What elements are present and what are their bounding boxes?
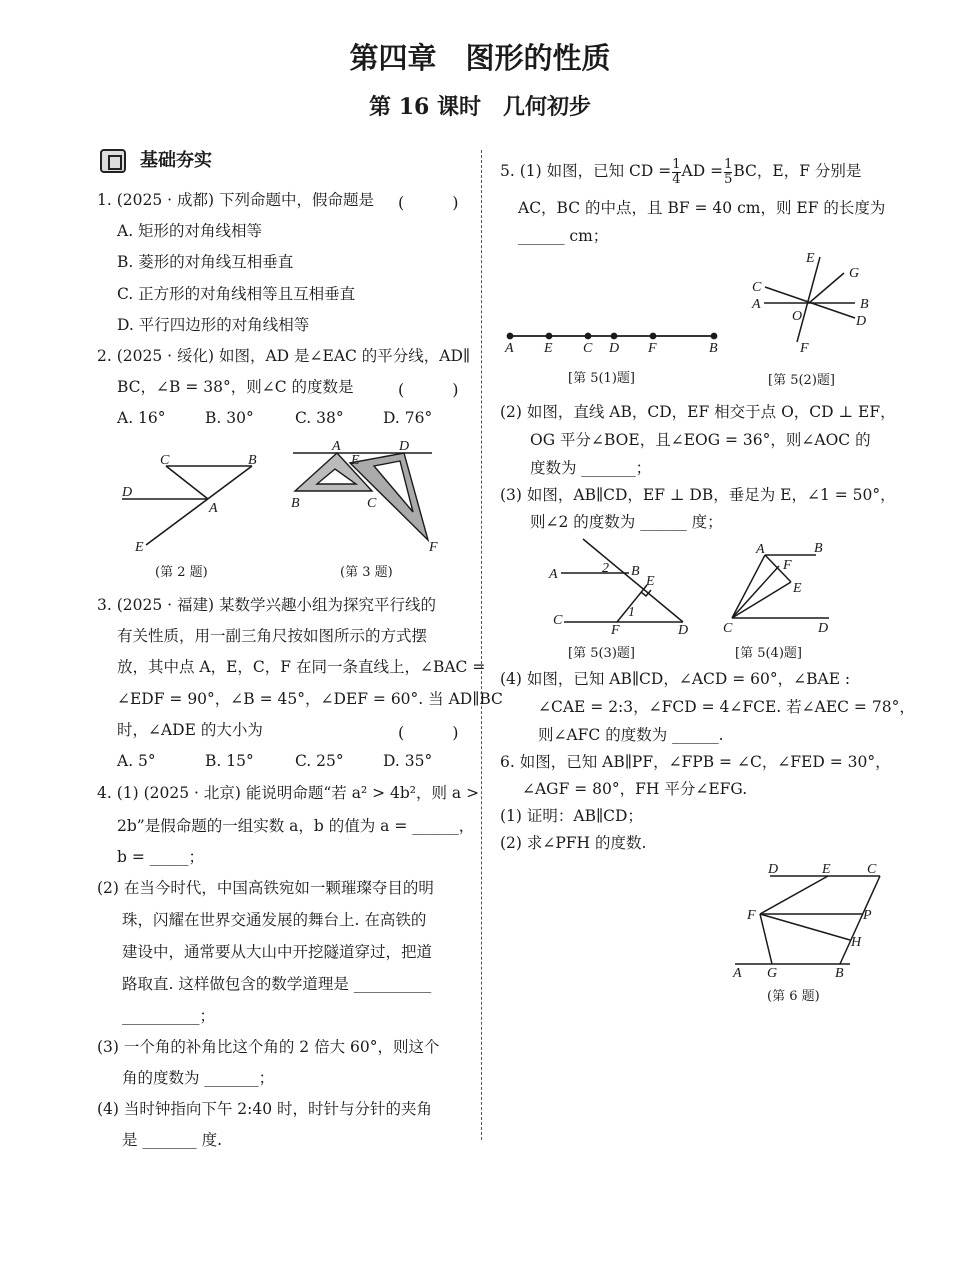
q1-option-c: C. 正方形的对角线相等且互相垂直	[117, 285, 356, 303]
q3-option-c: C. 25°	[295, 752, 344, 770]
fig54-label: F	[783, 558, 792, 573]
q6-line: (2) 求∠PFH 的度数.	[500, 834, 647, 852]
fig53-label: A	[549, 567, 558, 582]
q5-4-line: (4) 如图，已知 AB∥CD，∠ACD = 60°，∠BAE :	[500, 670, 851, 688]
fig52-label: B	[860, 297, 869, 312]
q4-line: 路取直. 这样做包含的数学道理是 __________	[122, 975, 432, 993]
fig52-caption: [第 5(2)题]	[768, 373, 835, 388]
q2-option-c: C. 38°	[295, 409, 344, 427]
q5-1-line: AC，BC 的中点，且 BF = 40 cm，则 EF 的长度为	[518, 199, 886, 217]
figure-6	[735, 876, 880, 964]
fig53-label: B	[631, 564, 640, 579]
q6-line: ∠AGF = 80°，FH 平分∠EFG.	[522, 780, 748, 798]
fig6-caption: (第 6 题)	[767, 989, 820, 1004]
q5-2-line: (2) 如图，直线 AB，CD，EF 相交于点 O，CD ⊥ EF，	[500, 403, 896, 421]
answer-paren: ( )	[398, 193, 459, 212]
fraction-numerator: 1	[724, 156, 733, 172]
figure-3	[293, 453, 432, 540]
fig6-label: G	[767, 966, 778, 981]
q5-1-line: ______ cm；	[518, 227, 609, 245]
fig53-label: C	[553, 613, 563, 628]
fig51-label: F	[648, 341, 657, 356]
fig52-label: A	[752, 297, 761, 312]
q4-line: 建设中，通常要从大山中开挖隧道穿过，把道	[122, 943, 433, 961]
figure-5-4	[732, 555, 829, 618]
fig54-label: D	[818, 621, 829, 636]
fig54-caption: [第 5(4)题]	[735, 646, 802, 661]
q3-option-b: B. 15°	[205, 752, 254, 770]
fig53-label: D	[678, 623, 689, 638]
figure-5-2	[764, 257, 855, 342]
fig6-label: P	[863, 908, 872, 923]
q2-option-d: D. 76°	[383, 409, 433, 427]
fig52-label: C	[752, 280, 762, 295]
fig52-label: O	[792, 309, 803, 324]
fig53-label: 1	[628, 605, 635, 620]
q3-line: 3. (2025 · 福建) 某数学兴趣小组为探究平行线的	[97, 596, 436, 614]
fig54-label: A	[756, 542, 765, 557]
q4-line: __________；	[122, 1007, 216, 1025]
q4-line: 2b”是假命题的一组实数 a，b 的值为 a = ______，	[117, 817, 475, 835]
q5-4-line: ∠CAE = 2:3，∠FCD = 4∠FCE. 若∠AEC = 78°，	[538, 698, 915, 716]
q5-1-suffix: BC，E，F 分别是	[733, 162, 862, 180]
fig51-label: C	[583, 341, 593, 356]
fig51-label: D	[609, 341, 620, 356]
q4-line: (4) 当时钟指向下午 2:40 时，时针与分针的夹角	[97, 1100, 433, 1118]
q3-option-a: A. 5°	[117, 752, 156, 770]
q5-2-line: 度数为 _______；	[530, 459, 652, 477]
fraction-denominator: 4	[672, 171, 681, 187]
answer-paren: ( )	[398, 380, 459, 399]
section-heading: 基础夯实	[140, 150, 212, 171]
fig6-label: E	[822, 862, 831, 877]
fig52-label: E	[806, 251, 815, 266]
q2-option-b: B. 30°	[205, 409, 254, 427]
q2-line: BC，∠B = 38°，则∠C 的度数是	[117, 378, 354, 396]
q5-1-line	[500, 157, 861, 187]
fig3-label: A	[332, 439, 341, 454]
fig54-label: C	[723, 621, 733, 636]
fig2-label: D	[122, 485, 133, 500]
fig3-label: C	[367, 496, 377, 511]
q4-line: 角的度数为 _______；	[122, 1069, 275, 1087]
fig6-label: A	[733, 966, 742, 981]
q4-line: (2) 在当今时代，中国高铁宛如一颗璀璨夺目的明	[97, 879, 434, 897]
fig54-label: B	[814, 541, 823, 556]
fig6-label: H	[851, 935, 862, 950]
fig52-label: F	[800, 341, 809, 356]
figure-5-3	[561, 539, 683, 622]
q5-4-line: 则∠AFC 的度数为 ______.	[538, 726, 724, 744]
fig2-label: B	[248, 453, 257, 468]
fig52-label: G	[849, 266, 860, 281]
q2-option-a: A. 16°	[117, 409, 166, 427]
q4-line: 是 _______ 度.	[122, 1131, 223, 1149]
q3-line: 时，∠ADE 的大小为	[117, 721, 263, 739]
q4-line: (3) 一个角的补角比这个角的 2 倍大 60°，则这个	[97, 1038, 440, 1056]
q5-3-line: 则∠2 的度数为 ______ 度；	[530, 513, 723, 531]
fig51-caption: [第 5(1)题]	[568, 371, 635, 386]
chapter-title: 第四章 图形的性质	[349, 41, 611, 75]
q5-2-line: OG 平分∠BOE，且∠EOG = 36°，则∠AOC 的	[530, 431, 871, 449]
fig3-caption: (第 3 题)	[340, 565, 393, 580]
q1-option-b: B. 菱形的对角线互相垂直	[117, 253, 294, 271]
q3-line: ∠EDF = 90°，∠B = 45°，∠DEF = 60°. 当 AD∥BC	[117, 690, 503, 708]
figure-2	[122, 466, 252, 545]
q6-line: 6. 如图，已知 AB∥PF，∠FPB = ∠C，∠FED = 30°，	[500, 753, 891, 771]
fig51-label: A	[505, 341, 514, 356]
fig3-label: D	[399, 439, 410, 454]
lesson-title: 第 16 课时 几何初步	[369, 94, 591, 120]
fig51-label: E	[544, 341, 553, 356]
q5-1-prefix: 5. (1) 如图，已知 CD =	[500, 162, 672, 180]
q5-3-line: (3) 如图，AB∥CD，EF ⊥ DB，垂足为 E，∠1 = 50°，	[500, 486, 896, 504]
fig53-caption: [第 5(3)题]	[568, 646, 635, 661]
fig3-label: F	[429, 540, 438, 555]
fraction-numerator: 1	[672, 156, 681, 172]
q4-line: 珠，闪耀在世界交通发展的舞台上. 在高铁的	[122, 911, 427, 929]
fig53-label: F	[611, 623, 620, 638]
fig6-label: F	[747, 908, 756, 923]
fig54-label: E	[793, 581, 802, 596]
fig2-label: C	[160, 453, 170, 468]
fig53-label: E	[646, 574, 655, 589]
q2-line: 2. (2025 · 绥化) 如图，AD 是∠EAC 的平分线，AD∥	[97, 347, 471, 365]
fig51-label: B	[709, 341, 718, 356]
q4-line: 4. (1) (2025 · 北京) 能说明命题“若 a² > 4b²，则 a >	[97, 784, 480, 802]
q1-option-d: D. 平行四边形的对角线相等	[117, 316, 310, 334]
fraction-quarter	[672, 158, 680, 187]
q4-line: b = _____；	[117, 848, 205, 866]
figure-5-1	[508, 334, 717, 339]
answer-paren: ( )	[398, 723, 459, 742]
q6-line: (1) 证明：AB∥CD；	[500, 807, 643, 825]
q3-option-d: D. 35°	[383, 752, 433, 770]
q3-line: 有关性质，用一副三角尺按如图所示的方式摆	[117, 627, 428, 645]
fraction-denominator: 5	[724, 171, 733, 187]
fig2-label: E	[135, 540, 144, 555]
fig6-label: D	[768, 862, 779, 877]
fig53-label: 2	[602, 561, 609, 576]
fig2-label: A	[209, 501, 218, 516]
fig52-label: D	[856, 314, 867, 329]
fig3-label: B	[291, 496, 300, 511]
fig6-label: B	[835, 966, 844, 981]
q5-1-mid: AD =	[681, 162, 724, 180]
q1-option-a: A. 矩形的对角线相等	[117, 222, 263, 240]
q1-stem: 1. (2025 · 成都) 下列命题中，假命题是	[97, 191, 374, 209]
fig2-caption: (第 2 题)	[155, 565, 208, 580]
fig6-label: C	[867, 862, 877, 877]
q3-line: 放，其中点 A，E，C，F 在同一条直线上，∠BAC =	[117, 658, 486, 676]
fig3-label: E	[351, 453, 360, 468]
fraction-fifth	[724, 158, 732, 187]
